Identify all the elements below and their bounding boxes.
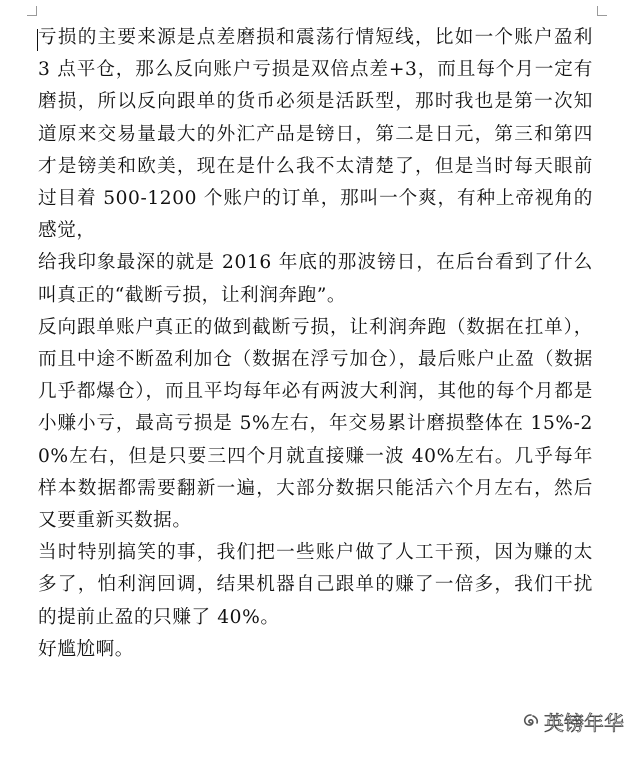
document-body[interactable] <box>38 22 593 666</box>
watermark <box>522 707 624 736</box>
paragraph-3[interactable]: 反向跟单账户真正的做到截断亏损，让利润奔跑（数据在扛单），而且中途不断盈利加仓（数据在浮亏加仓），最后账户止盈（数据几乎都爆仓），而且平均每年必有两波大利润，其他的每个月都是小赚小亏，最高亏损是 5%左右，年交易累计磨损整体在 15%-20%左右，但是只要三四个月就直接赚一波 40%左右。几乎每年样本数据都需要翻新一遍，大部分数据只能活六个月左右，然后又要重新买数据。 <box>38 316 593 532</box>
paragraph-5[interactable]: 好尴尬啊。 <box>38 638 134 660</box>
paragraph-1[interactable]: 亏损的主要来源是点差磨损和震荡行情短线，比如一个账户盈利 3 点平仓，那么反向账户亏损是双倍点差+3，而且每个月一定有磨损，所以反向跟单的货币必须是活跃型，那时我也是第一次知道原来交易量最大的外汇产品是镑日，第二是日元，第三和第四才是镑美和欧美，现在是什么我不太清楚了，但是当时每天眼前过目着 500-1200 个账户的订单，那叫一个爽，有种上帝视角的感觉， <box>38 27 593 242</box>
weibo-swirl-icon <box>522 713 540 731</box>
watermark-text: 英镑年华 <box>544 711 624 735</box>
paragraph-2[interactable]: 给我印象最深的就是 2016 年底的那波镑日，在后台看到了什么叫真正的“截断亏损，让利润奔跑”。 <box>38 252 593 306</box>
paragraph-4[interactable]: 当时特别搞笑的事，我们把一些账户做了人工干预，因为赚的太多了，怕利润回调，结果机器自己跟单的赚了一倍多，我们干扰的提前止盈的只赚了 40%。 <box>38 542 593 628</box>
page-corner-mark-top-left <box>27 6 37 16</box>
page-corner-mark-top-right <box>597 6 607 16</box>
